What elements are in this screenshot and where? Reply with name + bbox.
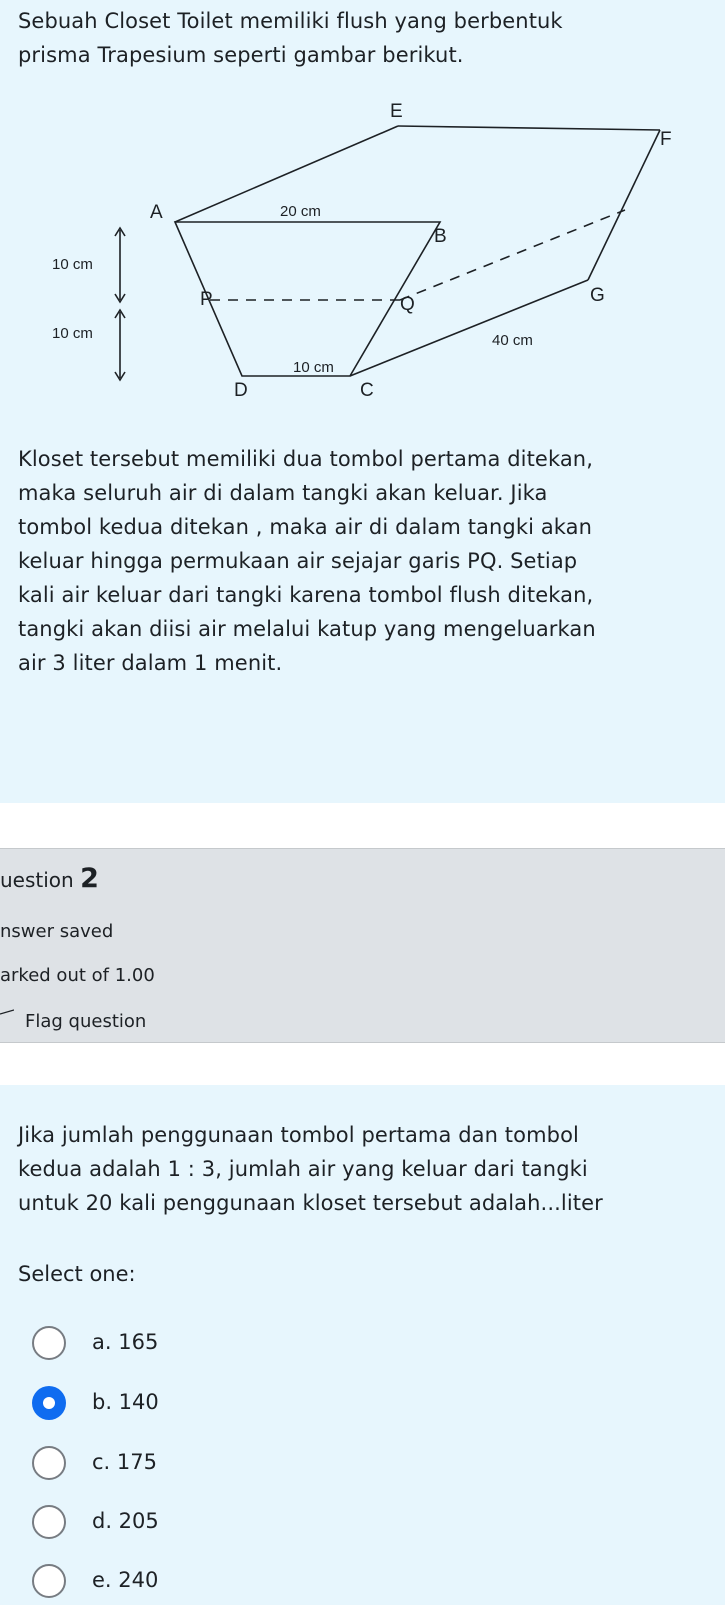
flag-question-button[interactable] xyxy=(0,1009,200,1039)
option-c-label: c. 175 xyxy=(92,1450,157,1474)
question-1-intro: Sebuah Closet Toilet memiliki flush yang berbentuk prisma Trapesium seperti gambar berikut. xyxy=(18,9,563,67)
label-top-20cm: 20 cm xyxy=(280,203,321,220)
label-depth-40cm: 40 cm xyxy=(492,332,533,349)
answer-state: nswer saved xyxy=(0,921,114,942)
option-a-label: a. 165 xyxy=(92,1330,159,1354)
select-one-label: Select one: xyxy=(18,1262,136,1286)
option-b[interactable] xyxy=(32,1382,432,1428)
option-a-radio[interactable] xyxy=(32,1326,66,1360)
label-bottom-10cm: 10 cm xyxy=(293,359,334,376)
vertex-c: C xyxy=(360,380,374,401)
option-e[interactable] xyxy=(32,1560,432,1606)
question-number xyxy=(0,863,99,894)
option-b-label: b. 140 xyxy=(92,1390,159,1414)
label-left-upper-10cm: 10 cm xyxy=(52,256,93,273)
question-grade: arked out of 1.00 xyxy=(0,965,155,986)
option-c[interactable] xyxy=(32,1442,432,1488)
vertex-a: A xyxy=(150,202,163,223)
flag-question-label: Flag question xyxy=(25,1011,147,1032)
edge-cg xyxy=(350,280,588,376)
option-e-radio[interactable] xyxy=(32,1564,66,1598)
vertex-e: E xyxy=(390,101,403,122)
option-e-label: e. 240 xyxy=(92,1568,159,1592)
option-b-radio[interactable] xyxy=(32,1386,66,1420)
option-c-radio[interactable] xyxy=(32,1446,66,1480)
vertex-f: F xyxy=(660,129,672,150)
vertex-p: P xyxy=(200,289,213,310)
option-d-radio[interactable] xyxy=(32,1505,66,1539)
option-d[interactable] xyxy=(32,1501,432,1547)
vertex-g: G xyxy=(590,285,605,306)
question-info-panel xyxy=(0,848,725,1043)
question-1-description: Kloset tersebut memiliki dua tombol pertama ditekan, maka seluruh air di dalam tangki akan keluar. Jika tombol kedua ditekan , maka air di dalam tangki akan keluar hingga permukaan air sejajar garis PQ. Setiap kali air keluar dari tangki karena tombol flush ditekan, tangki akan diisi air melalui katup yang mengeluarkan air 3 liter dalam 1 menit. xyxy=(18,447,596,675)
edge-fg xyxy=(588,130,660,280)
question-2-text: Jika jumlah penggunaan tombol pertama dan tombol kedua adalah 1 : 3, jumlah air yang keluar dari tangki untuk 20 kali penggunaan kloset tersebut adalah...liter xyxy=(18,1123,603,1215)
question-2-content xyxy=(0,1085,725,1605)
flag-icon xyxy=(0,1009,14,1019)
vertex-q: Q xyxy=(400,294,415,315)
vertex-b: B xyxy=(434,226,447,247)
option-d-label: d. 205 xyxy=(92,1509,159,1533)
option-a[interactable] xyxy=(32,1322,432,1368)
label-left-lower-10cm: 10 cm xyxy=(52,325,93,342)
vertex-d: D xyxy=(234,380,248,401)
edge-ef xyxy=(398,126,660,130)
trapezoid-prism-diagram xyxy=(0,90,725,430)
question-number-prefix: uestion xyxy=(0,868,74,892)
question-number-value: 2 xyxy=(80,863,99,894)
